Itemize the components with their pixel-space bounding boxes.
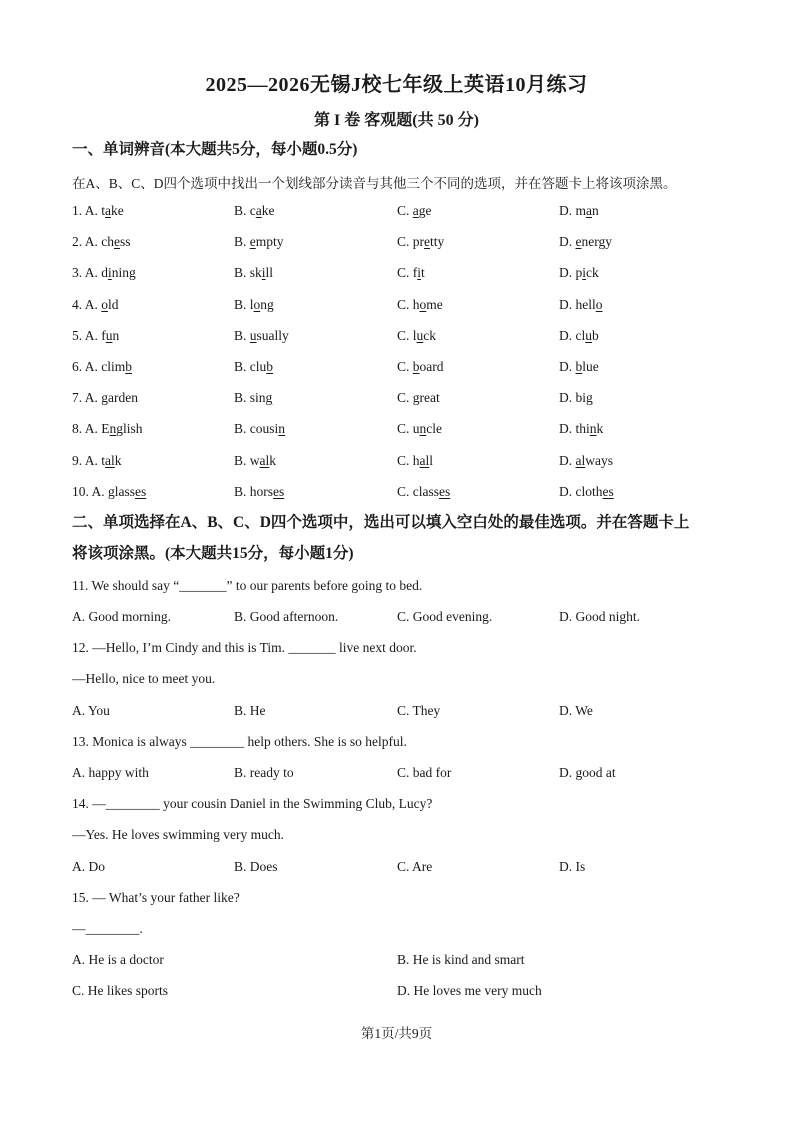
q11-option-b: B. Good afternoon. (234, 609, 339, 624)
underlined-sound: al (105, 453, 115, 468)
underlined-sound: es (273, 484, 285, 499)
phonetics-question-4 (72, 297, 732, 317)
underlined-sound: al (575, 453, 586, 468)
underlined-sound: n (419, 421, 427, 436)
option-text: ng (260, 297, 274, 312)
option-text: reat (419, 390, 440, 405)
q8-option-d (559, 421, 603, 437)
option-text: 10. A. glass (72, 484, 136, 499)
q8-option-a (72, 421, 143, 437)
underlined-sound: g (265, 390, 273, 405)
underlined-sound: es (135, 484, 147, 499)
q6-option-b (234, 359, 273, 375)
underlined-sound: u (249, 328, 257, 343)
option-text: C. pr (397, 234, 424, 249)
option-text: B. c (234, 203, 256, 218)
option-text: k (269, 453, 277, 468)
q4-option-b (234, 297, 274, 313)
q14-option-d: D. Is (559, 859, 586, 874)
q1-option-d (559, 203, 599, 219)
option-text: C. l (397, 328, 417, 343)
q12-option-b: B. He (234, 703, 266, 718)
q10-option-d (559, 484, 614, 500)
q15-options-row2 (72, 983, 732, 1003)
option-text: B. sk (234, 265, 262, 280)
page-number: 第1页/共9页 (360, 1026, 433, 1041)
underlined-sound: b (125, 359, 132, 374)
q12-stem: 12. —Hello, I’m Cindy and this is Tim. _______ live next door. (72, 640, 417, 655)
option-text: arden (108, 390, 138, 405)
q12-options (72, 703, 732, 723)
q7-option-d (559, 390, 593, 406)
q10-option-b (234, 484, 284, 500)
option-text: ways (585, 453, 613, 468)
q15-option-b: B. He is kind and smart (397, 952, 525, 967)
option-text: t (421, 265, 425, 280)
option-text: ld (108, 297, 119, 312)
q13-option-c: C. bad for (397, 765, 452, 780)
option-text: D. (559, 359, 576, 374)
option-text: B. hors (234, 484, 274, 499)
option-text: B. sin (234, 390, 266, 405)
option-text: B. w (234, 453, 260, 468)
underlined-sound: es (602, 484, 614, 499)
underlined-sound: o (253, 297, 261, 312)
page-title: 2025—2026无锡J校七年级上英语10月练习 (205, 74, 588, 96)
option-text: 3. A. d (72, 265, 109, 280)
section1-instruction: 在A、B、C、D四个选项中找出一个划线部分读音与其他三个不同的选项，并在答题卡上将该项涂黑。 (72, 176, 677, 191)
q15-response: —________. (72, 921, 143, 936)
q3-option-a (72, 265, 136, 281)
option-text: k (114, 453, 122, 468)
underlined-sound: al (259, 453, 270, 468)
q4-option-c (397, 297, 443, 313)
q14-stem: 14. —________ your cousin Daniel in the Swimming Club, Lucy? (72, 796, 433, 811)
underlined-sound: e (424, 234, 430, 249)
q5-option-a (72, 328, 119, 344)
q14-option-c: C. Are (397, 859, 433, 874)
q13-option-d: D. good at (559, 765, 616, 780)
phonetics-question-5 (72, 328, 732, 348)
section1-heading: 一、单词辨音(本大题共5分，每小题0.5分) (72, 141, 358, 158)
q10-option-a (72, 484, 146, 500)
option-text: C. f (397, 265, 418, 280)
phonetics-question-7 (72, 390, 732, 410)
q11-option-d: D. Good night. (559, 609, 640, 624)
option-text: n (112, 328, 120, 343)
option-text: B. (234, 234, 250, 249)
underlined-sound: o (595, 297, 603, 312)
option-text: D. hell (559, 297, 596, 312)
q14-options (72, 859, 732, 879)
underlined-sound: n (278, 421, 286, 436)
q5-option-d (559, 328, 599, 344)
option-text: C. u (397, 421, 420, 436)
q9-option-a (72, 453, 122, 469)
option-text: oard (419, 359, 444, 374)
q6-option-c (397, 359, 444, 375)
q9-option-b (234, 453, 276, 469)
q7-option-c (397, 390, 440, 406)
underlined-sound: i (582, 265, 587, 280)
section2-heading-line1: 二、单项选择在A、B、C、D四个选项中，选出可以填入空白处的最佳选项。并在答题卡上 (72, 514, 690, 531)
phonetics-question-9 (72, 453, 732, 473)
q2-option-a (72, 234, 131, 250)
option-text: nergy (581, 234, 612, 249)
q13-stem: 13. Monica is always ________ help others. She is so helpful. (72, 734, 407, 749)
option-text: C. (397, 390, 413, 405)
option-text: C. h (397, 453, 420, 468)
q1-option-a (72, 203, 124, 219)
option-text: ll (265, 265, 274, 280)
underlined-sound: g (412, 390, 420, 405)
underlined-sound: i (417, 265, 422, 280)
option-text: ning (111, 265, 136, 280)
q8-option-b (234, 421, 285, 437)
q14-option-b: B. Does (234, 859, 278, 874)
option-text: ss (120, 234, 131, 249)
option-text: b (592, 328, 599, 343)
option-text: 1. A. t (72, 203, 106, 218)
q10-option-c (397, 484, 450, 500)
underlined-sound: g (586, 390, 593, 405)
option-text: C. (397, 359, 413, 374)
option-text: D. (559, 453, 576, 468)
option-text: sually (256, 328, 289, 343)
q2-option-c (397, 234, 444, 250)
underlined-sound: b (575, 359, 583, 374)
section2-heading-line2: 将该项涂黑。(本大题共15分，每小题1分) (72, 545, 354, 562)
option-text: 5. A. f (72, 328, 106, 343)
option-text: 9. A. t (72, 453, 106, 468)
phonetics-question-1 (72, 203, 732, 223)
q4-option-a (72, 297, 119, 313)
q1-option-b (234, 203, 275, 219)
q6-option-d (559, 359, 599, 375)
underlined-sound: u (105, 328, 113, 343)
q14-option-a: A. Do (72, 859, 105, 874)
q13-options (72, 765, 732, 785)
q12-option-c: C. They (397, 703, 441, 718)
q5-option-c (397, 328, 436, 344)
option-text: glish (116, 421, 143, 436)
option-text: D. (559, 234, 576, 249)
option-text: D. thi (559, 421, 590, 436)
option-text: ke (111, 203, 124, 218)
option-text: B. l (234, 297, 254, 312)
underlined-sound: n (109, 421, 117, 436)
underlined-sound: al (419, 453, 430, 468)
q12-option-d: D. We (559, 703, 593, 718)
option-text: ge (418, 203, 432, 218)
q11-options (72, 609, 732, 629)
q7-option-b (234, 390, 272, 406)
option-text: B. (234, 328, 250, 343)
q5-option-b (234, 328, 289, 344)
option-text: 6. A. clim (72, 359, 126, 374)
part-title: 第 I 卷 客观题(共 50 分) (314, 112, 479, 129)
underlined-sound: e (114, 234, 120, 249)
phonetics-question-6 (72, 359, 732, 379)
option-text: D. m (559, 203, 586, 218)
option-text: C. h (397, 297, 420, 312)
underlined-sound: es (439, 484, 451, 499)
q9-option-c (397, 453, 433, 469)
underlined-sound: a (412, 203, 419, 218)
q15-option-a: A. He is a doctor (72, 952, 164, 967)
q15-option-c: C. He likes sports (72, 983, 168, 998)
q13-option-a: A. happy with (72, 765, 149, 780)
q2-option-d (559, 234, 612, 250)
option-text: n (592, 203, 599, 218)
underlined-sound: i (261, 265, 266, 280)
option-text: 8. A. E (72, 421, 110, 436)
option-text: ck (423, 328, 437, 343)
q15-options-row1 (72, 952, 732, 972)
underlined-sound: b (266, 359, 273, 374)
q14-response: —Yes. He loves swimming very much. (72, 827, 284, 842)
q7-option-a (72, 390, 138, 406)
q9-option-d (559, 453, 613, 469)
option-text: 4. A. (72, 297, 102, 312)
underlined-sound: a (586, 203, 592, 218)
underlined-sound: u (416, 328, 424, 343)
underlined-sound: g (101, 390, 109, 405)
underlined-sound: e (575, 234, 582, 249)
q11-option-a: A. Good morning. (72, 609, 171, 624)
option-text: ke (261, 203, 275, 218)
q15-stem: 15. — What’s your father like? (72, 890, 240, 905)
phonetics-question-3 (72, 265, 732, 285)
q6-option-a (72, 359, 132, 375)
option-text: B. cousi (234, 421, 279, 436)
option-text: cle (426, 421, 443, 436)
underlined-sound: i (108, 265, 112, 280)
q4-option-d (559, 297, 603, 313)
q3-option-c (397, 265, 425, 281)
option-text: me (426, 297, 443, 312)
option-text: D. cl (559, 328, 586, 343)
underlined-sound: o (101, 297, 109, 312)
q3-option-d (559, 265, 599, 281)
option-text: D. cloth (559, 484, 603, 499)
option-text: 2. A. ch (72, 234, 114, 249)
option-text: tty (430, 234, 445, 249)
option-text: B. clu (234, 359, 267, 374)
q12-option-a: A. You (72, 703, 110, 718)
underlined-sound: e (249, 234, 256, 249)
q11-option-c: C. Good evening. (397, 609, 493, 624)
option-text: k (596, 421, 604, 436)
q2-option-b (234, 234, 284, 250)
option-text: C. class (397, 484, 439, 499)
phonetics-question-2 (72, 234, 732, 254)
underlined-sound: o (419, 297, 427, 312)
option-text: l (429, 453, 434, 468)
q13-option-b: B. ready to (234, 765, 294, 780)
underlined-sound: a (105, 203, 112, 218)
option-text: D. p (559, 265, 583, 280)
option-text: D. bi (559, 390, 586, 405)
q11-stem: 11. We should say “_______” to our parents before going to bed. (72, 578, 423, 593)
option-text: C. (397, 203, 413, 218)
q3-option-b (234, 265, 273, 281)
option-text: mpty (255, 234, 284, 249)
q1-option-c (397, 203, 432, 219)
underlined-sound: b (412, 359, 420, 374)
option-text: lue (582, 359, 599, 374)
phonetics-question-10 (72, 484, 732, 504)
underlined-sound: u (585, 328, 592, 343)
option-text: ck (586, 265, 599, 280)
phonetics-question-8 (72, 421, 732, 441)
q12-response: —Hello, nice to meet you. (72, 671, 216, 686)
q15-option-d: D. He loves me very much (397, 983, 542, 998)
underlined-sound: n (589, 421, 597, 436)
q8-option-c (397, 421, 442, 437)
underlined-sound: a (255, 203, 262, 218)
option-text: 7. A. (72, 390, 102, 405)
